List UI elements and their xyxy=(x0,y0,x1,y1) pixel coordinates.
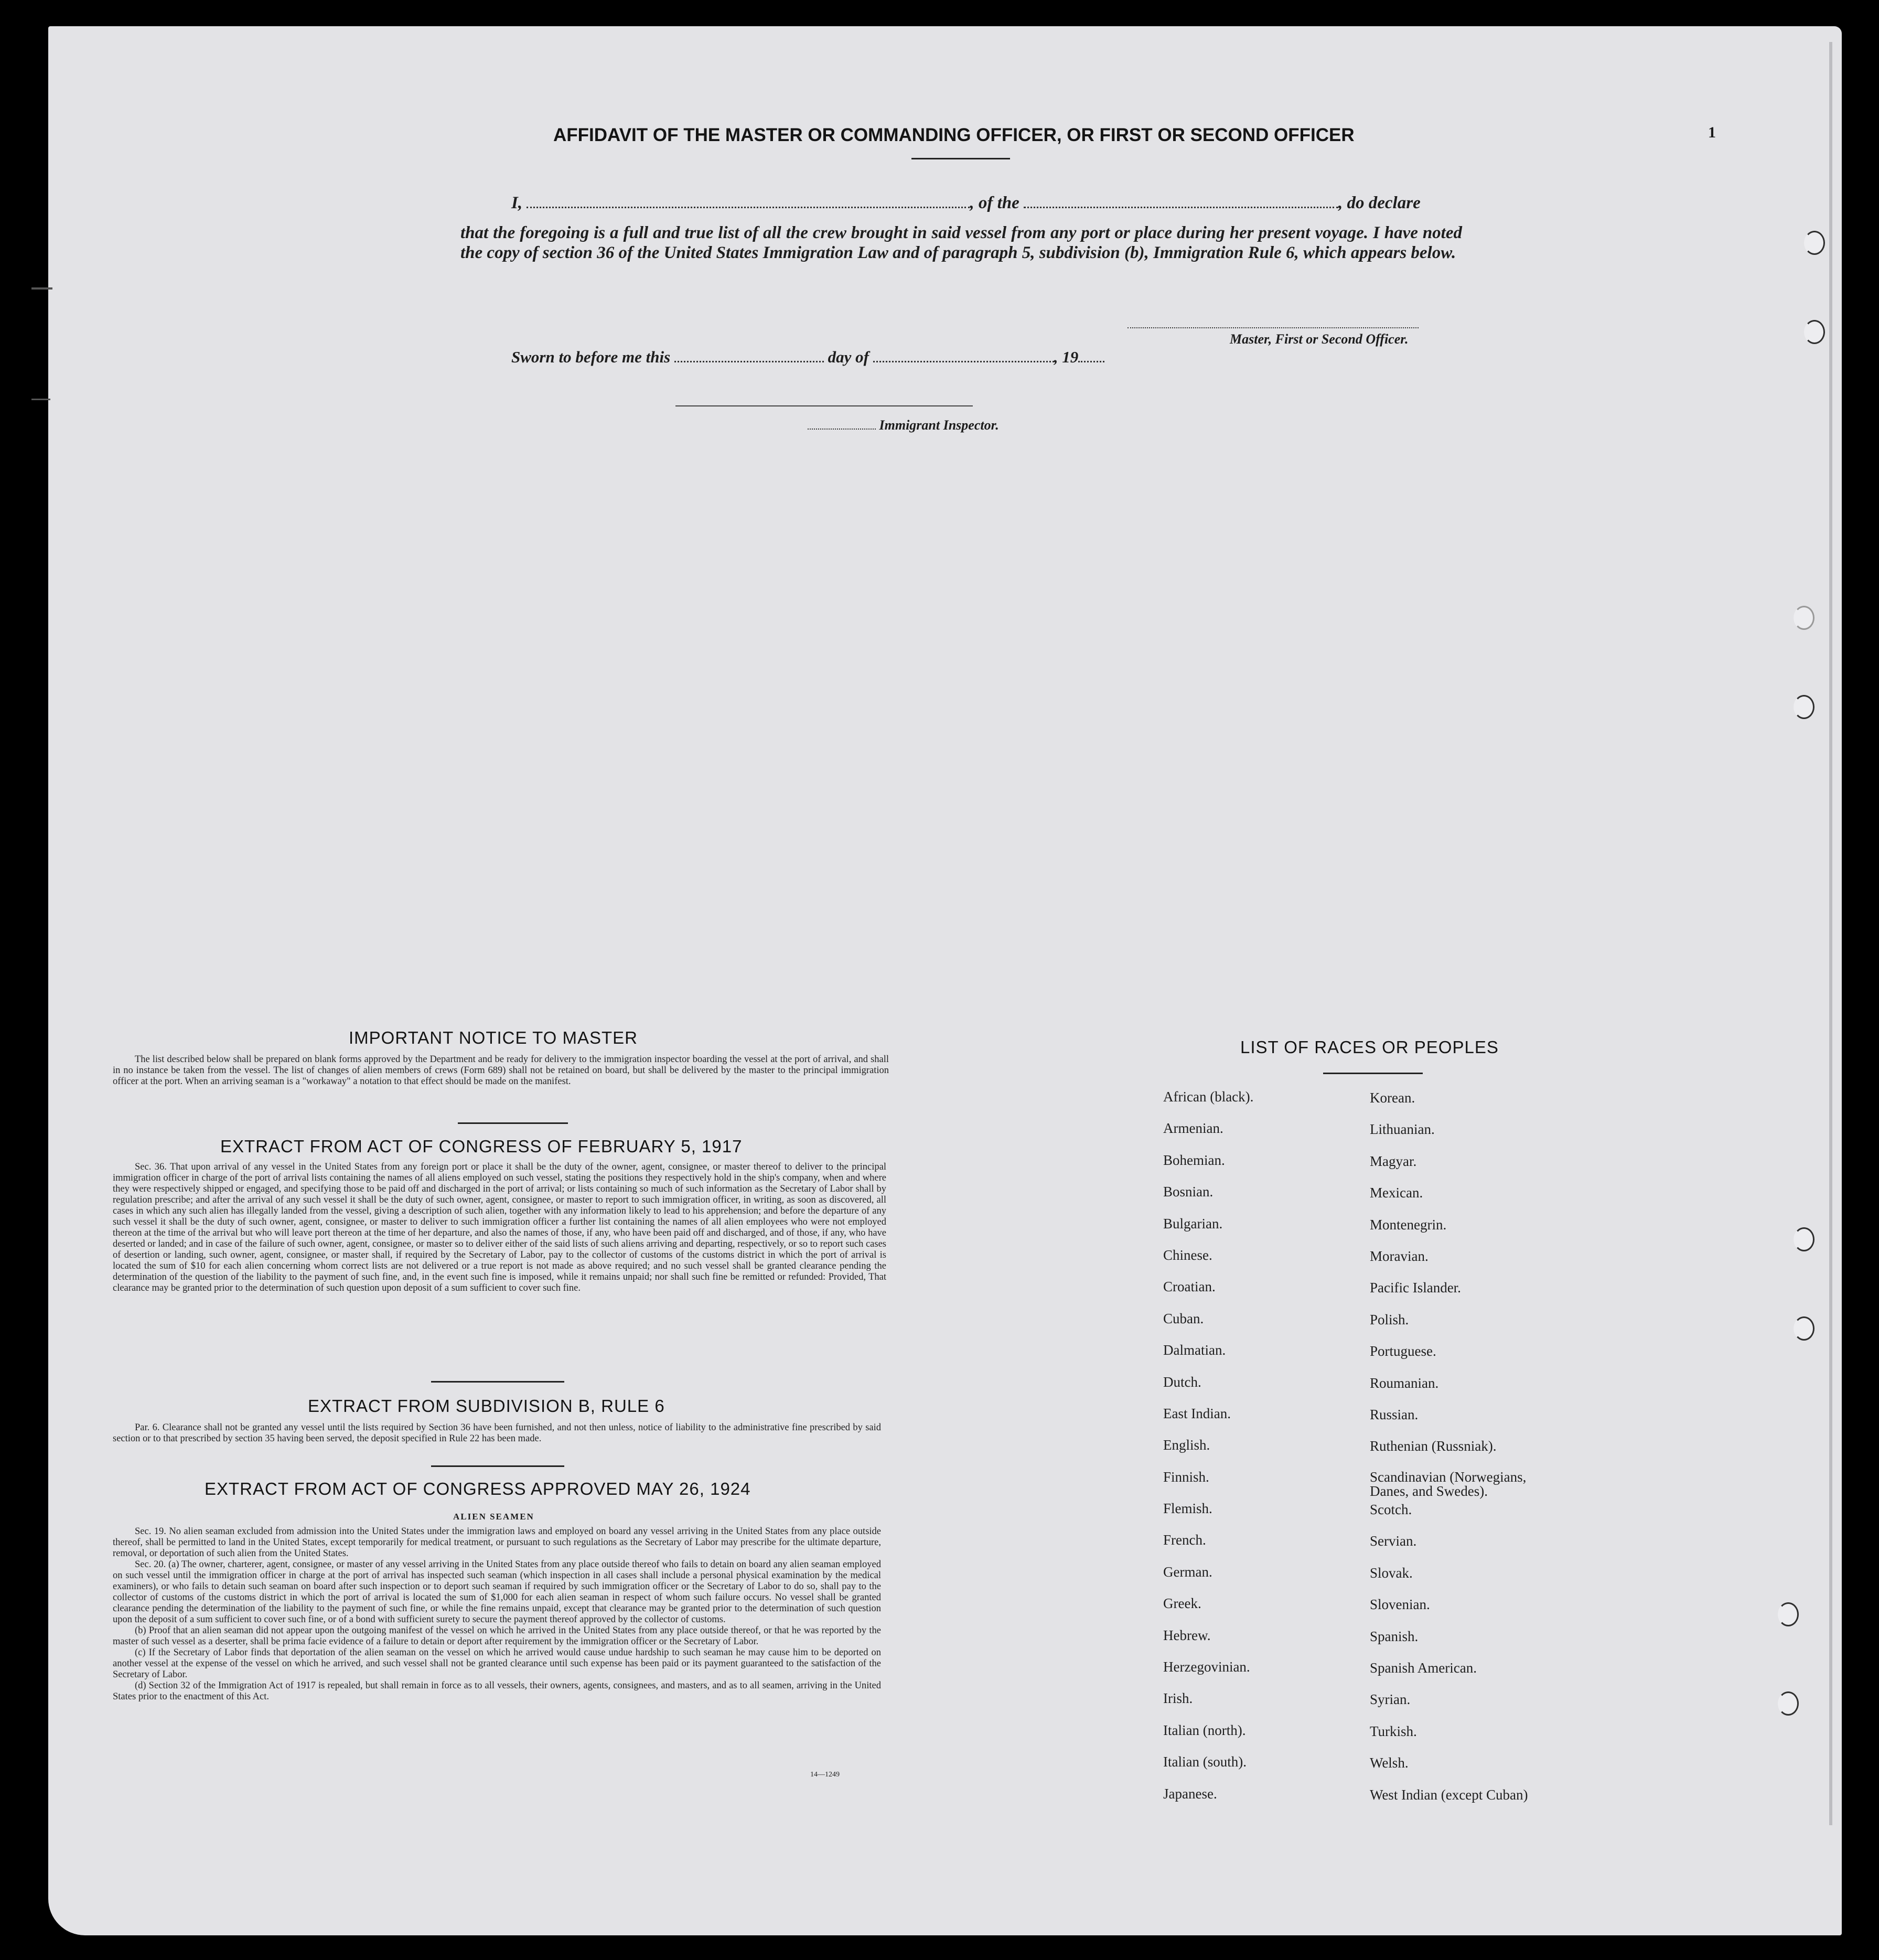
notice-paragraph: The list described below shall be prepared on blank forms approved by the Department and be ready for delivery to the immigration inspector boarding the vessel at the port of arrival, and shall in no instance be taken from the vessel. The list of changes of alien members of crews (Form 689) shall not be retained on board, but shall be delivered by the master to the principal immigration officer at the port. When an arriving seaman is a "workaway" a notation to that effect should be made on the manifest. xyxy=(113,1054,889,1087)
punch-hole xyxy=(1794,695,1814,719)
race-item: Portuguese. xyxy=(1370,1343,1436,1359)
races-column-2 xyxy=(1370,1090,1559,1818)
race-item: Syrian. xyxy=(1370,1691,1411,1708)
race-item: Chinese. xyxy=(1163,1247,1212,1263)
race-item: Italian (south). xyxy=(1163,1754,1247,1770)
notice-title: IMPORTANT NOTICE TO MASTER xyxy=(349,1028,638,1047)
race-item: Italian (north). xyxy=(1163,1722,1246,1738)
punch-hole xyxy=(1804,231,1825,255)
race-item: Scotch. xyxy=(1370,1502,1412,1518)
race-item: Bulgarian. xyxy=(1163,1215,1223,1231)
punch-hole xyxy=(1778,1691,1799,1716)
inspector-dots xyxy=(808,429,876,430)
race-item: Spanish. xyxy=(1370,1628,1419,1644)
race-item: Flemish. xyxy=(1163,1501,1212,1517)
sheet-edge xyxy=(1829,42,1832,1825)
affidavit-body: that the foregoing is a full and true list of all the crew brought in said vessel from any port or place during her present voyage. I have noted the copy of section 36 of the United States Immigration Law and of paragraph 5, subdivision (b), Immigration Rule 6, which appears below. xyxy=(460,223,1462,262)
race-item: Dalmatian. xyxy=(1163,1342,1226,1358)
inspector-label: Immigrant Inspector. xyxy=(879,417,999,433)
race-item: Croatian. xyxy=(1163,1279,1216,1295)
master-name-field[interactable] xyxy=(527,207,970,208)
race-item: Greek. xyxy=(1163,1595,1201,1612)
do-declare-label: , do declare xyxy=(1338,194,1421,212)
sworn-month-field[interactable] xyxy=(873,361,1054,362)
race-item: Finnish. xyxy=(1163,1469,1209,1485)
section-36-paragraph: Sec. 36. That upon arrival of any vessel in the United States from any foreign port or place it shall be the duty of the owner, agent, consignee, or master thereof to deliver to the principal immigration officer in charge of the port of arrival lists containing the names of all aliens employed on such vessel, stating the positions they respectively hold in the ship's company, when and where they were respectively shipped or engaged, and specifying those to be paid off and discharged in the port of arrival; or lists containing so much of such information as the Secretary of Labor shall by regulation prescribe; and after the arrival of any such vessel it shall be the duty of such owner, agent, consignee, or master to report to such immigration officer, in writing, as soon as discovered, all cases in which any such alien has illegally landed from the vessel, giving a description of such alien, together with any information likely to lead to his apprehension; and before the departure of any such vessel it shall be the duty of such owner, agent, consignee, or master to deliver to such immigration officer a further list containing the names of all alien employees who were not employed thereon at the time of the arrival but who will leave port thereon at the time of her departure, and also the names of those, if any, who have been paid off and discharged, and of those, if any, who have deserted or landed; and in case of the failure of such owner, agent, consignee, or master so to deliver either of the said lists of such aliens arriving and departing, respectively, or so to report such cases of desertion or landing, such owner, agent, consignee, or master shall, if required by the Secretary of Labor, pay to the collector of customs of the customs district in which the port of arrival is located the sum of $10 for each alien concerning whom correct lists are not delivered or a true report is not made as above required; and no such vessel shall be granted clearance pending the determination of the question of the liability to the payment of such fine, and, in the event such fine is imposed, while it remains unpaid; nor shall such fine be remitted or refunded: Provided, That clearance may be granted prior to the determination of such question upon deposit of a sum sufficient to cover such fine. xyxy=(113,1162,887,1293)
punch-hole xyxy=(1794,606,1814,630)
race-item: Bohemian. xyxy=(1163,1152,1225,1168)
races-title-rule xyxy=(1323,1073,1423,1074)
race-item: Slovak. xyxy=(1370,1565,1413,1581)
day-of-label: day of xyxy=(828,348,869,366)
extract-1924-text xyxy=(113,1526,881,1702)
page-number: 1 xyxy=(1708,124,1716,141)
race-item: French. xyxy=(1163,1532,1206,1548)
form-number: 14—1249 xyxy=(810,1771,840,1779)
race-item: Servian. xyxy=(1370,1533,1417,1549)
vessel-name-field[interactable] xyxy=(1024,207,1338,208)
race-item: Russian. xyxy=(1370,1406,1419,1422)
year-label: , 19 xyxy=(1054,348,1079,366)
title-rule xyxy=(911,158,1010,159)
sec-20c-paragraph: (c) If the Secretary of Labor finds that deportation of the alien seaman on the vessel on which he arrived would cause undue hardship to such seaman he may cause him to be deported on another vessel at the expense of the vessel on which he arrived, and such vessel shall not be granted clearance until such expense has been paid or its payment guaranteed to the satisfaction of the Secretary of Labor. xyxy=(113,1647,881,1680)
race-item: Lithuanian. xyxy=(1370,1121,1435,1138)
race-item: Magyar. xyxy=(1370,1153,1417,1169)
race-item: Japanese. xyxy=(1163,1785,1217,1802)
punch-hole xyxy=(1804,320,1825,344)
margin-mark xyxy=(31,287,52,290)
punch-hole xyxy=(1778,1602,1799,1626)
race-item: German. xyxy=(1163,1563,1212,1580)
master-signature-label: Master, First or Second Officer. xyxy=(1230,331,1409,347)
of-the-label: , of the xyxy=(970,194,1019,212)
notice-text xyxy=(113,1054,889,1087)
race-item: Korean. xyxy=(1370,1090,1415,1106)
race-item: African (black). xyxy=(1163,1089,1254,1105)
race-item: Slovenian. xyxy=(1370,1597,1430,1613)
sworn-line xyxy=(511,347,1104,367)
sec-20b-paragraph: (b) Proof that an alien seaman did not appear upon the outgoing manifest of the vessel on which he arrived in the United States from any place outside thereof, or that he was reported by the master of such vessel as a deserter, shall be prima facie evidence of a failure to detain or deport after requirement by the immigration officer or the Secretary of Labor. xyxy=(113,1625,881,1647)
race-item: Ruthenian (Russniak). xyxy=(1370,1438,1497,1454)
extract-1917-text xyxy=(113,1162,886,1294)
sworn-year-field[interactable] xyxy=(1078,361,1104,362)
sworn-day-field[interactable] xyxy=(674,361,824,362)
inspector-signature-line[interactable] xyxy=(675,405,973,406)
races-title: LIST OF RACES OR PEOPLES xyxy=(1240,1037,1499,1057)
race-item: Spanish American. xyxy=(1370,1660,1477,1676)
race-item: Scandinavian (Norwegians, Danes, and Swedes). xyxy=(1370,1469,1527,1499)
races-column-1 xyxy=(1163,1089,1253,1817)
affidavit-title: AFFIDAVIT OF THE MASTER OR COMMANDING OFFICER, OR FIRST OR SECOND OFFICER xyxy=(553,125,1355,145)
sec-20d-paragraph: (d) Section 32 of the Immigration Act of 1917 is repealed, but shall remain in force as to all vessels, their owners, agents, consignees, and masters, and as to all seamen, arriving in the United States prior to the enactment of this Act. xyxy=(113,1680,881,1702)
sworn-label: Sworn to before me this xyxy=(511,348,671,366)
section-rule xyxy=(431,1465,564,1467)
race-item: Bosnian. xyxy=(1163,1184,1214,1200)
race-item: Cuban. xyxy=(1163,1310,1204,1326)
margin-mark xyxy=(31,399,50,400)
race-item: Pacific Islander. xyxy=(1370,1280,1461,1296)
race-item: Hebrew. xyxy=(1163,1627,1211,1643)
race-item: Polish. xyxy=(1370,1311,1409,1327)
extract-1924-title: EXTRACT FROM ACT OF CONGRESS APPROVED MAY 26, 1924 xyxy=(205,1479,751,1498)
i-label: I, xyxy=(511,194,523,212)
race-item: Dutch. xyxy=(1163,1374,1201,1390)
race-item: Montenegrin. xyxy=(1370,1216,1447,1233)
race-item: Armenian. xyxy=(1163,1120,1223,1137)
section-rule xyxy=(431,1381,564,1383)
master-signature-line[interactable] xyxy=(1128,326,1419,328)
punch-hole xyxy=(1794,1227,1814,1251)
race-item: Irish. xyxy=(1163,1690,1193,1707)
race-item: Welsh. xyxy=(1370,1755,1409,1771)
extract-rule6-title: EXTRACT FROM SUBDIVISION B, RULE 6 xyxy=(308,1396,665,1416)
section-rule xyxy=(458,1122,568,1124)
race-item: West Indian (except Cuban) xyxy=(1370,1786,1528,1803)
race-item: Moravian. xyxy=(1370,1248,1429,1264)
sec-19-paragraph: Sec. 19. No alien seaman excluded from admission into the United States under the immigration laws and employed on board any vessel arriving in the United States from any place outside thereof, shall be permitted to land in the United States, except temporarily for medical treatment, or pursuant to such regulations as the Secretary of Labor may prescribe for the ultimate departure, removal, or deportation of such alien from the United States. xyxy=(113,1526,881,1559)
race-item: Turkish. xyxy=(1370,1723,1417,1739)
affidavit-declaration-line xyxy=(511,193,1466,213)
race-item: Roumanian. xyxy=(1370,1375,1439,1391)
punch-hole xyxy=(1794,1316,1814,1341)
sec-20a-paragraph: Sec. 20. (a) The owner, charterer, agent, consignee, or master of any vessel arriving in the United States from any place outside thereof who fails to detain on board any alien seaman employed on such vessel until the immigration officer in charge at the port of arrival has inspected such seaman (which inspection in all cases shall include a personal physical examination by the medical examiners), or who fails to detain such seaman on board after such inspection or to deport such seaman if required by such immigration officer or the Secretary of Labor to do so, shall pay to the collector of customs of the customs district in which the port of arrival is located the sum of $1,000 for each alien seaman in respect of whom such failure occurs. No vessel shall be granted clearance pending the determination of the liability to the payment of such fine, or while the fine remains unpaid, except that clearance may be granted prior to the determination of such question upon the deposit of a sum sufficient to cover such fine, or of a bond with sufficient surety to secure the payment thereof approved by the collector of customs. xyxy=(113,1559,881,1625)
rule6-paragraph: Par. 6. Clearance shall not be granted any vessel until the lists required by Section 36 have been furnished, and not then unless, notice of liability to the administrative fine prescribed by said section or to that prescribed by section 35 having been served, the deposit specified in Rule 22 has been made. xyxy=(113,1422,881,1444)
race-item: English. xyxy=(1163,1437,1210,1453)
extract-rule6-text xyxy=(113,1422,881,1444)
extract-1917-title: EXTRACT FROM ACT OF CONGRESS OF FEBRUARY 5, 1917 xyxy=(220,1137,743,1156)
race-item: Mexican. xyxy=(1370,1185,1423,1201)
race-item: Herzegovinian. xyxy=(1163,1659,1250,1675)
alien-seamen-subtitle: ALIEN SEAMEN xyxy=(453,1512,534,1522)
inspector-line xyxy=(808,417,999,433)
race-item: East Indian. xyxy=(1163,1405,1231,1421)
